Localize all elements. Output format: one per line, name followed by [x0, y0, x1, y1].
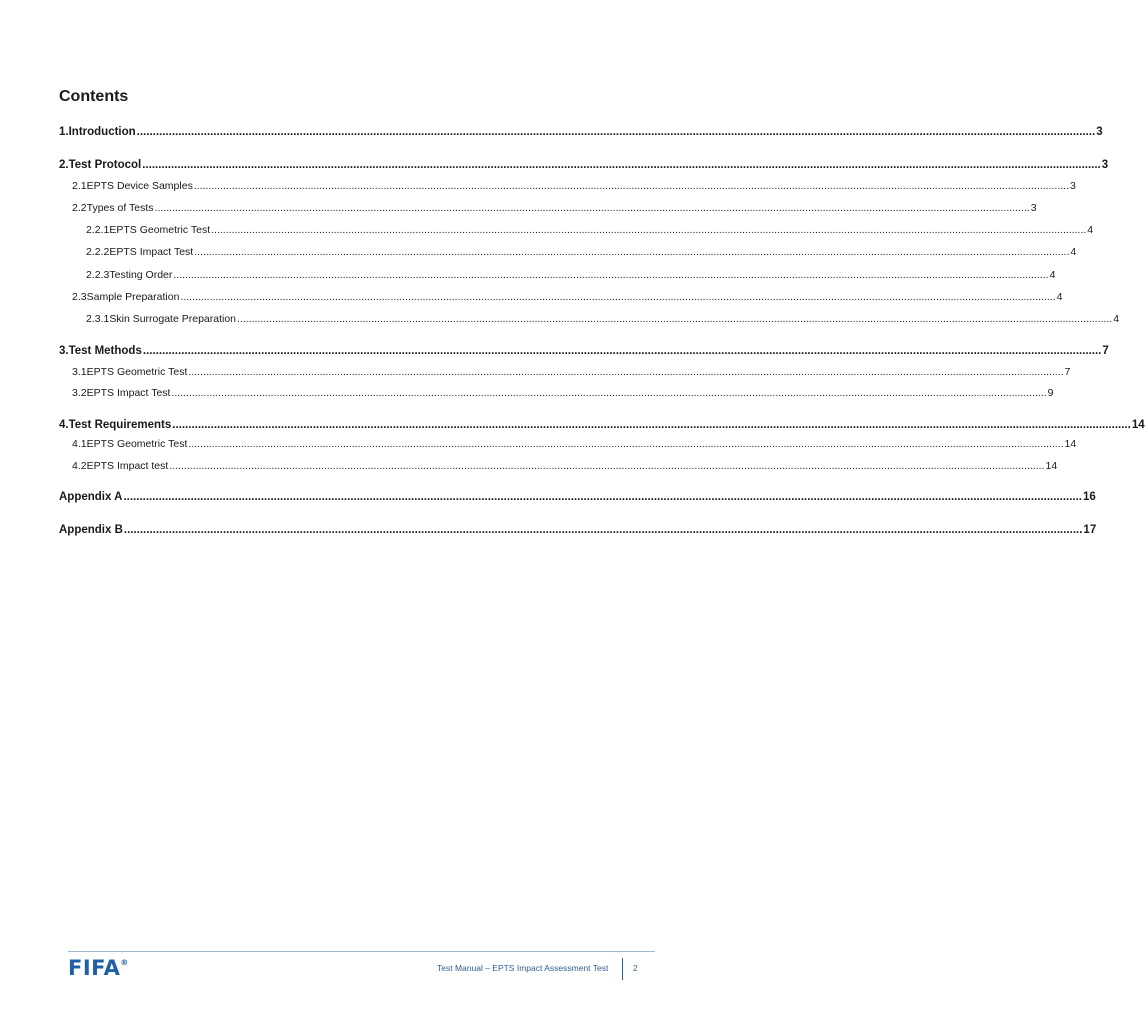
- toc-title: EPTS Impact Test: [109, 246, 194, 258]
- toc-number: 3.2: [72, 387, 87, 399]
- footer-page-number: 2: [633, 964, 638, 973]
- toc-page-number: 3: [1096, 126, 1103, 138]
- toc-title: EPTS Geometric Test: [86, 438, 188, 450]
- toc-title: EPTS Device Samples: [86, 180, 193, 192]
- toc-title: Test Methods: [68, 345, 142, 357]
- toc-page-number: 4: [1070, 246, 1077, 258]
- toc-leader: ............................................................................................................................................................................................................................................................................................................: [237, 313, 1113, 325]
- toc-page-number: 14: [1064, 438, 1077, 450]
- toc-leader: ............................................................................................................................................................................................................................................................................................................: [173, 269, 1049, 281]
- toc-number: 2.2: [72, 202, 87, 214]
- registered-mark: ®: [120, 958, 129, 967]
- toc-entry[interactable]: [72, 179, 1076, 193]
- toc-page-number: 9: [1047, 387, 1054, 399]
- toc-entry[interactable]: [72, 437, 1077, 451]
- footer-divider: [68, 951, 655, 952]
- toc-number: 3.1: [72, 366, 87, 378]
- toc-title: EPTS Geometric Test: [86, 366, 188, 378]
- toc-number: 4.2: [72, 460, 87, 472]
- toc-leader: ............................................................................................................................................................................................................................................................................................................: [123, 524, 1083, 536]
- toc-page-number: 4: [1087, 224, 1094, 236]
- footer-separator: [622, 958, 623, 980]
- toc-title: Testing Order: [109, 269, 173, 281]
- toc-title: Test Protocol: [68, 159, 142, 171]
- toc-entry[interactable]: [59, 158, 1109, 172]
- toc-title: Appendix A: [59, 491, 123, 503]
- toc-entry[interactable]: [59, 125, 1103, 139]
- toc-entry[interactable]: [59, 344, 1109, 358]
- toc-page-number: 7: [1102, 345, 1109, 357]
- toc-page-number: 17: [1083, 524, 1097, 536]
- page-title: Contents: [59, 88, 129, 105]
- toc-title: Appendix B: [59, 524, 123, 536]
- toc-leader: ............................................................................................................................................................................................................................................................................................................: [169, 460, 1045, 472]
- toc-number: 2.2.3: [86, 269, 110, 281]
- footer-document-title: Test Manual – EPTS Impact Assessment Test: [437, 963, 609, 973]
- toc-page-number: 3: [1030, 202, 1037, 214]
- toc-leader: ............................................................................................................................................................................................................................................................................................................: [142, 159, 1101, 171]
- toc-page-number: 4: [1049, 269, 1056, 281]
- toc-entry[interactable]: [59, 418, 1145, 432]
- logo-text: FIFA: [68, 956, 121, 980]
- toc-title: Test Requirements: [68, 419, 172, 431]
- toc-page-number: 4: [1113, 313, 1120, 325]
- toc-entry[interactable]: [72, 290, 1063, 304]
- toc-leader: ............................................................................................................................................................................................................................................................................................................: [194, 246, 1070, 258]
- toc-entry[interactable]: [86, 268, 1056, 282]
- toc-title: Types of Tests: [86, 202, 154, 214]
- toc-number: 2.3.1: [86, 313, 110, 325]
- toc-leader: ............................................................................................................................................................................................................................................................................................................: [188, 366, 1064, 378]
- toc-title: EPTS Impact test: [86, 460, 169, 472]
- toc-entry[interactable]: [86, 223, 1094, 237]
- toc-page-number: 16: [1083, 491, 1096, 503]
- toc-title: EPTS Geometric Test: [109, 224, 211, 236]
- toc-number: 2.1: [72, 180, 87, 192]
- toc-page-number: 14: [1131, 419, 1145, 431]
- toc-number: 4.: [59, 419, 69, 431]
- toc-leader: ............................................................................................................................................................................................................................................................................................................: [172, 419, 1131, 431]
- toc-entry[interactable]: [59, 490, 1096, 504]
- toc-leader: ............................................................................................................................................................................................................................................................................................................: [211, 224, 1087, 236]
- toc-page-number: 3: [1070, 180, 1076, 192]
- toc-title: Introduction: [68, 126, 136, 138]
- toc-leader: ............................................................................................................................................................................................................................................................................................................: [123, 491, 1082, 503]
- toc-number: 2.3: [72, 291, 87, 303]
- toc-leader: ............................................................................................................................................................................................................................................................................................................: [180, 291, 1056, 303]
- toc-number: 4.1: [72, 438, 87, 450]
- toc-entry[interactable]: [59, 523, 1097, 537]
- toc-leader: ............................................................................................................................................................................................................................................................................................................: [171, 387, 1047, 399]
- toc-title: Sample Preparation: [86, 291, 180, 303]
- toc-number: 2.2.2: [86, 246, 110, 258]
- toc-title: EPTS Impact Test: [86, 387, 171, 399]
- toc-entry[interactable]: [86, 245, 1077, 259]
- toc-entry[interactable]: [72, 201, 1037, 215]
- fifa-logo: [68, 956, 129, 980]
- toc-title: Skin Surrogate Preparation: [109, 313, 237, 325]
- toc-page-number: 4: [1056, 291, 1063, 303]
- toc-number: 3.: [59, 345, 69, 357]
- toc-page-number: 7: [1064, 366, 1071, 378]
- toc-entry[interactable]: [72, 365, 1071, 379]
- toc-number: 2.: [59, 159, 69, 171]
- toc-page-number: 3: [1101, 159, 1109, 171]
- toc-entry[interactable]: [72, 459, 1058, 473]
- toc-leader: ............................................................................................................................................................................................................................................................................................................: [188, 438, 1064, 450]
- toc-number: 1.: [59, 126, 69, 138]
- toc-entry[interactable]: [72, 386, 1054, 400]
- toc-leader: ............................................................................................................................................................................................................................................................................................................: [142, 345, 1102, 357]
- toc-number: 2.2.1: [86, 224, 110, 236]
- toc-leader: ............................................................................................................................................................................................................................................................................................................: [154, 202, 1030, 214]
- toc-leader: ............................................................................................................................................................................................................................................................................................................: [136, 126, 1096, 138]
- toc-page-number: 14: [1045, 460, 1058, 472]
- toc-entry[interactable]: [86, 312, 1120, 326]
- toc-leader: ............................................................................................................................................................................................................................................................................................................: [193, 180, 1069, 192]
